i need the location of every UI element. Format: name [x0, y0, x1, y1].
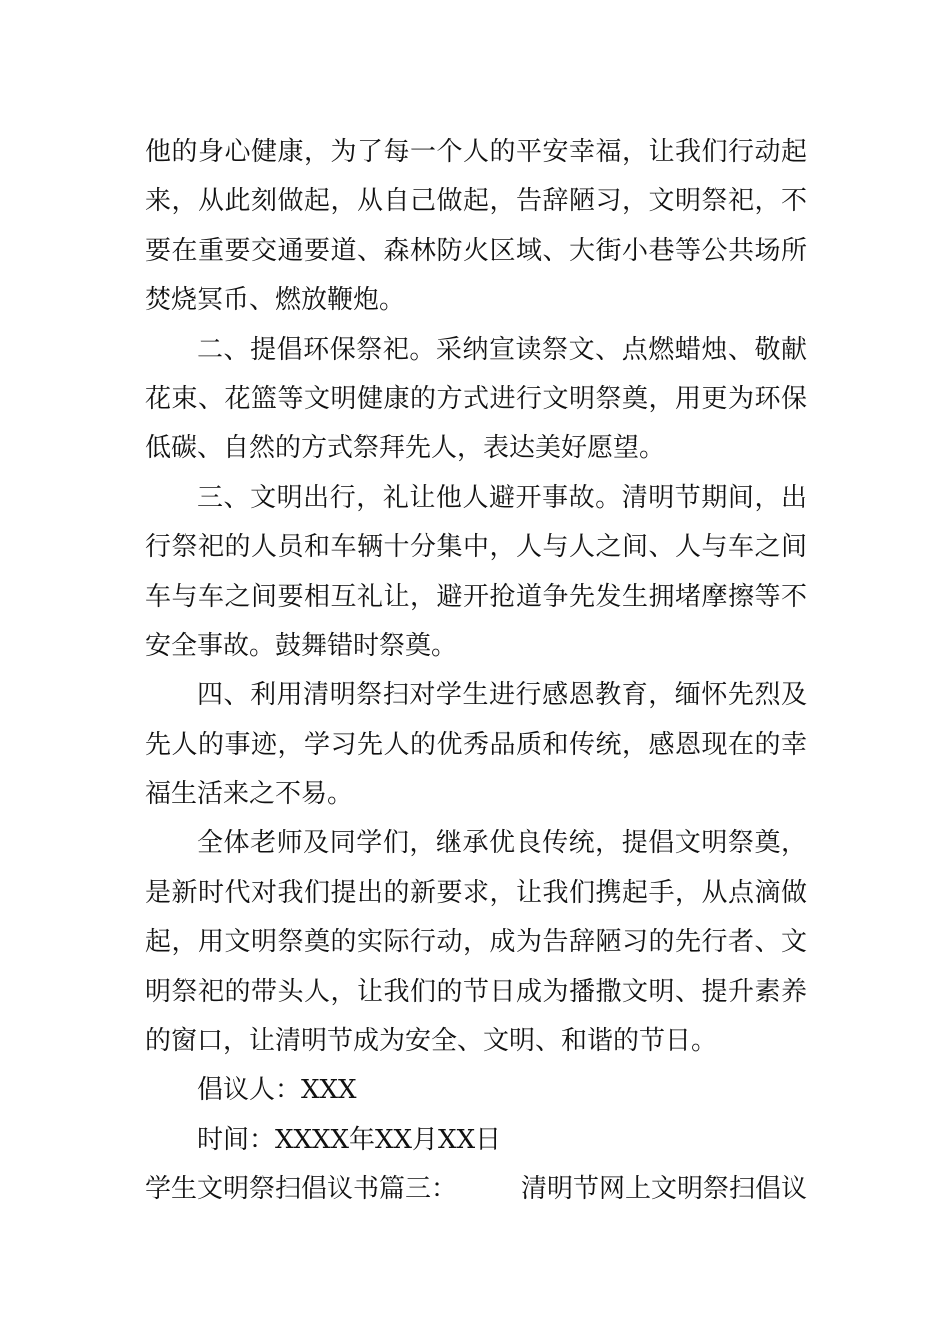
text-line: 的窗口，让清明节成为安全、文明、和谐的节日。 [145, 1026, 718, 1057]
section-title: 清明节网上文明祭扫倡议 [520, 1174, 807, 1205]
text-line: 明祭祀的带头人，让我们的节日成为播撒文明、提升素养 [145, 976, 807, 1007]
text-line: 要在重要交通要道、森林防火区域、大街小巷等公共场所 [145, 235, 807, 266]
text-line: 焚烧冥币、燃放鞭炮。 [145, 285, 406, 316]
text-line: 花束、花篮等文明健康的方式进行文明祭奠，用更为环保 [145, 383, 807, 414]
paragraph-1 [145, 128, 807, 326]
text-line: 起，用文明祭奠的实际行动，成为告辞陋习的先行者、文 [145, 927, 807, 958]
text-line: 车与车之间要相互礼让，避开抢道争先发生拥堵摩擦等不 [145, 581, 807, 612]
text-line: 三、文明出行，礼让他人避开事故。清明节期间，出 [197, 482, 807, 513]
text-line: 四、利用清明祭扫对学生进行感恩教育，缅怀先烈及 [197, 680, 807, 711]
paragraph-3 [145, 474, 807, 672]
document-page [145, 128, 807, 1215]
paragraph-5 [145, 819, 807, 1066]
text-line: 安全事故。鼓舞错时祭奠。 [145, 630, 458, 661]
text-line: 行祭祀的人员和车辆十分集中，人与人之间、人与车之间 [145, 532, 807, 563]
text-line: 福生活来之不易。 [145, 779, 354, 810]
text-line: 他的身心健康，为了每一个人的平安幸福，让我们行动起 [145, 137, 807, 167]
paragraph-4 [145, 671, 807, 819]
text-line: 来，从此刻做起，从自己做起，告辞陋习，文明祭祀，不 [145, 186, 807, 217]
text-line: 是新时代对我们提出的新要求，让我们携起手，从点滴做 [145, 877, 807, 908]
next-section-heading [145, 1165, 807, 1214]
text-line: 低碳、自然的方式祭拜先人，表达美好愿望。 [145, 433, 666, 464]
text-line: 二、提倡环保祭祀。采纳宣读祭文、点燃蜡烛、敬献 [197, 334, 807, 365]
text-line: 全体老师及同学们，继承优良传统，提倡文明祭奠， [197, 828, 807, 859]
date-line: 时间：XXXX年XX月XX日 [197, 1124, 502, 1155]
proposer-line: 倡议人：XXX [197, 1075, 357, 1106]
text-line: 先人的事迹，学习先人的优秀品质和传统，感恩现在的幸 [145, 729, 807, 760]
paragraph-2 [145, 326, 807, 474]
section-label: 学生文明祭扫倡议书篇三： [145, 1174, 458, 1205]
